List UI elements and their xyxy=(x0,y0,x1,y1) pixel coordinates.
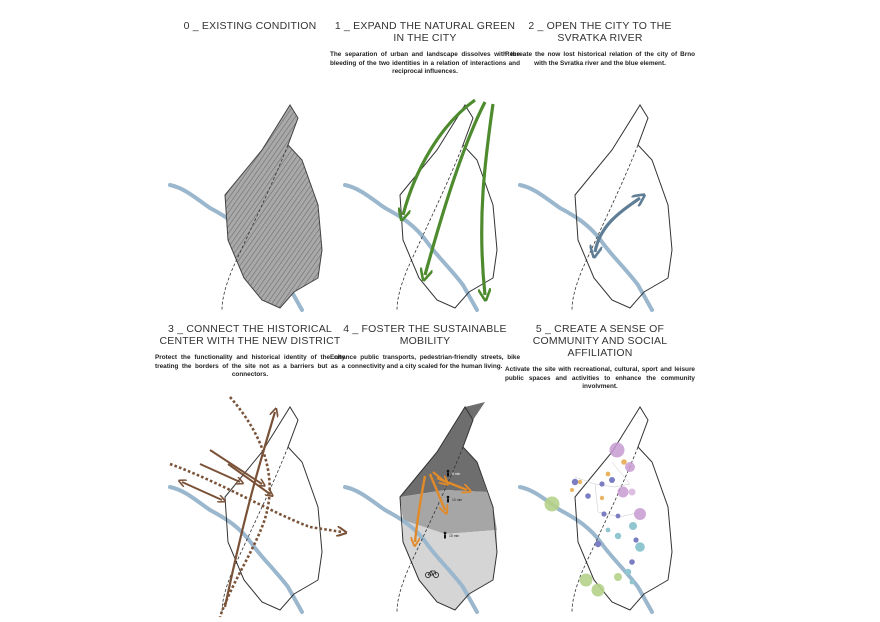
activity-node xyxy=(606,472,611,477)
map-connect-center xyxy=(170,397,342,617)
activity-node xyxy=(625,569,631,575)
panel-title: 3 _ CONNECT THE HISTORICAL CENTER WITH THE NEW DISTRICT xyxy=(159,323,341,347)
activity-node xyxy=(572,479,578,485)
walk-time-label: 10 min xyxy=(452,498,463,502)
pedestrian-icon xyxy=(444,532,447,539)
activity-node xyxy=(629,489,636,496)
pedestrian-icon xyxy=(447,470,450,477)
site-outline xyxy=(575,105,672,308)
activity-node xyxy=(618,487,629,498)
river xyxy=(170,487,302,612)
map-expand-green xyxy=(345,100,497,310)
map-community xyxy=(520,407,672,612)
activity-node xyxy=(629,522,637,530)
activity-node xyxy=(616,514,621,519)
activity-node xyxy=(580,574,593,587)
activity-node xyxy=(592,584,605,597)
river xyxy=(520,487,652,612)
zone-north xyxy=(400,402,487,497)
activity-node xyxy=(545,497,560,512)
panel-title: 2 _ OPEN THE CITY TO THE SVRATKA RIVER xyxy=(528,20,672,44)
activity-node xyxy=(614,573,622,581)
activity-node xyxy=(606,528,611,533)
map-open-river xyxy=(520,105,672,310)
map-sustainable-mobility xyxy=(345,402,497,612)
activity-node xyxy=(600,496,604,500)
green-arrow xyxy=(403,100,475,215)
activity-node xyxy=(599,481,604,486)
panel-description: Recreate the now lost historical relation of the city of Brno with the Svratka river and the blue element. xyxy=(505,51,695,67)
river xyxy=(345,185,477,310)
activity-node xyxy=(635,542,645,552)
panel-description: Protect the functionality and historical identity of the city treating the borders of the site not as a barriers but as a connectors. xyxy=(155,354,345,379)
panel-title: 1 _ EXPAND THE NATURAL GREEN IN THE CITY xyxy=(334,20,516,44)
railway-line xyxy=(572,447,638,612)
walk-time-label: 15 min xyxy=(449,534,460,538)
pedestrian-icon xyxy=(447,496,450,503)
activity-node xyxy=(610,443,625,458)
activity-node xyxy=(609,477,615,483)
activity-node xyxy=(570,488,574,492)
activity-node xyxy=(621,459,627,465)
panel-description: Enhance public transports, pedestrian-friendly streets, bike connectivity and a city scaled for the human living. xyxy=(330,354,520,370)
activity-node xyxy=(595,541,601,547)
activity-node xyxy=(634,508,646,520)
site-outline xyxy=(225,105,322,308)
map-existing-condition xyxy=(170,105,322,310)
activity-node xyxy=(633,537,638,542)
activity-node xyxy=(578,480,582,484)
panel-title: 4 _ FOSTER THE SUSTAINABLE MOBILITY xyxy=(343,323,507,347)
panel-title: 0 _ EXISTING CONDITION xyxy=(183,20,317,32)
panel-title: 5 _ CREATE A SENSE OF COMMUNITY AND SOCIAL AFFILIATION xyxy=(532,323,668,359)
connection-arrow xyxy=(210,450,262,484)
panel-description: The separation of urban and landscape dissolves with the bleeding of the two identities in a relation of interactions and reciprocal influences. xyxy=(330,51,520,76)
activity-node xyxy=(615,533,621,539)
walk-time-label: 5 min xyxy=(452,472,461,476)
activity-node xyxy=(629,559,635,565)
panel-description: Activate the site with recreational, cultural, sport and leisure public spaces and activities to enhance the community involvment. xyxy=(505,366,695,391)
activity-node xyxy=(630,580,635,585)
activity-node xyxy=(585,493,591,499)
site-outline xyxy=(225,407,322,610)
activity-node xyxy=(601,511,606,516)
activity-node xyxy=(625,462,635,472)
railway-line xyxy=(397,145,463,310)
